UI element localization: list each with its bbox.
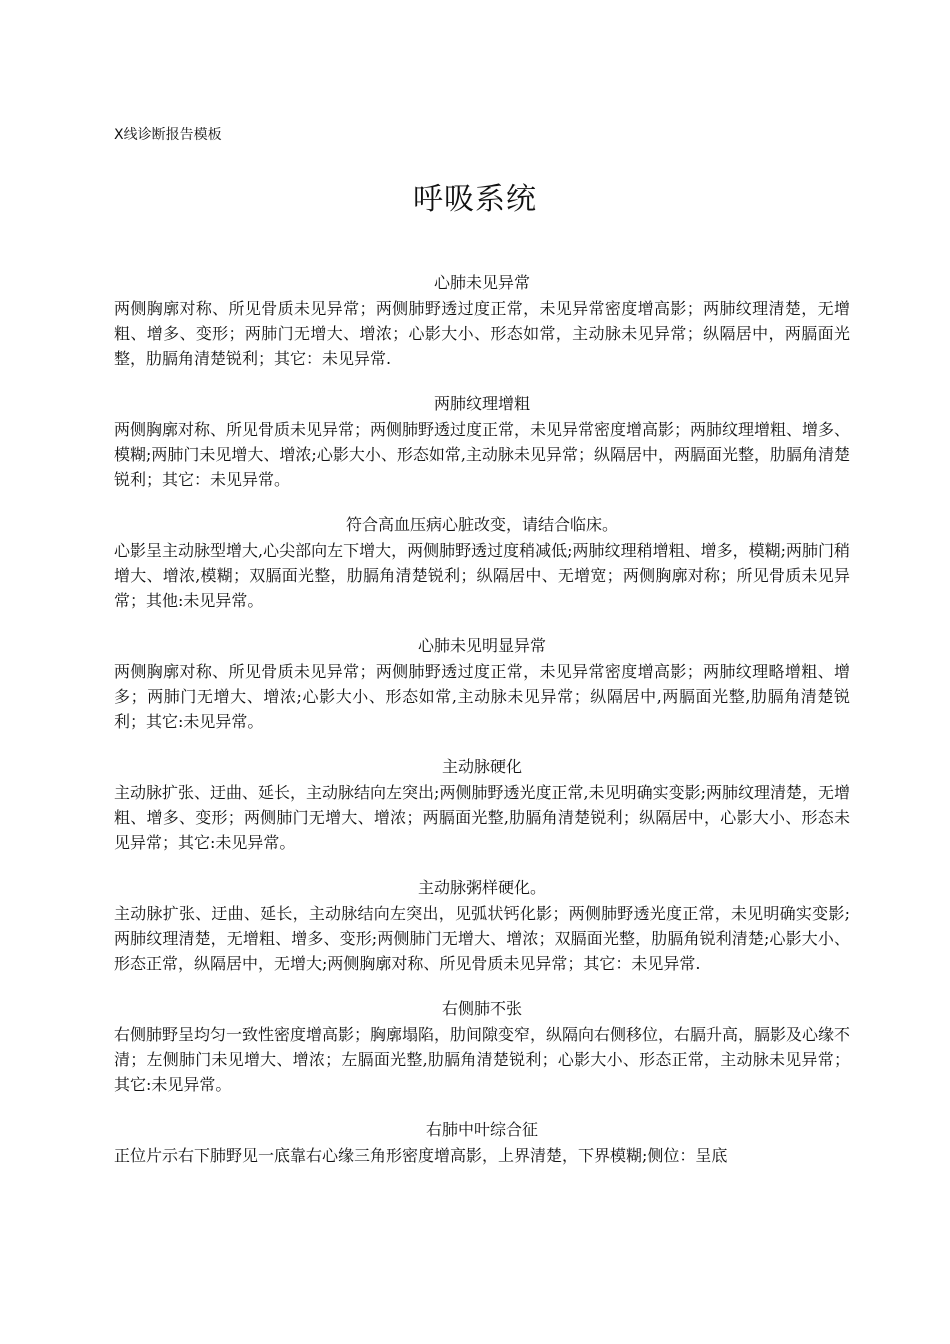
section-heading: 右肺中叶综合征 xyxy=(425,1120,538,1139)
template-section xyxy=(114,1117,850,1168)
template-section xyxy=(114,875,850,976)
section-heading: 两肺纹理增粗 xyxy=(433,394,530,413)
section-heading: 右侧肺不张 xyxy=(441,999,522,1018)
template-section xyxy=(114,754,850,855)
section-heading: 心肺未见异常 xyxy=(433,273,530,292)
template-section xyxy=(114,270,850,371)
document-header-label: X线诊断报告模板 xyxy=(114,127,222,143)
section-body: 两侧胸廓对称、所见骨质未见异常；两侧肺野透过度正常，未见异常密度增高影；两肺纹理略增粗、增多；两肺门无增大、增浓;心影大小、形态如常,主动脉未见异常；纵隔居中,两膈面光整,肋膈角清楚锐利；其它:未见异常。 xyxy=(114,662,850,731)
document-title: 呼吸系统 xyxy=(413,182,537,217)
section-body: 主动脉扩张、迂曲、延长，主动脉结向左突出;两侧肺野透光度正常,未见明确实变影;两肺纹理清楚，无增粗、增多、变形；两侧肺门无增大、增浓；两膈面光整,肋膈角清楚锐利；纵隔居中，心影大小、形态未见异常；其它:未见异常。 xyxy=(114,783,850,852)
section-body: 两侧胸廓对称、所见骨质未见异常；两侧肺野透过度正常，未见异常密度增高影；两肺纹理增粗、增多、模糊;两肺门未见增大、增浓;心影大小、形态如常,主动脉未见异常；纵隔居中，两膈面光整，肋膈角清楚锐利；其它：未见异常。 xyxy=(114,420,851,489)
report-template-list xyxy=(114,270,850,1188)
template-section xyxy=(114,633,850,734)
template-section xyxy=(114,996,850,1097)
section-heading: 主动脉硬化 xyxy=(441,757,522,776)
template-section xyxy=(114,391,850,492)
section-heading: 符合高血压病心脏改变，请结合临床。 xyxy=(345,515,618,534)
section-body: 心影呈主动脉型增大,心尖部向左下增大，两侧肺野透过度稍减低;两肺纹理稍增粗、增多，模糊;两肺门稍增大、增浓,模糊；双膈面光整，肋膈角清楚锐利；纵隔居中、无增宽；两侧胸廓对称；所见骨质未见异常；其他:未见异常。 xyxy=(114,541,850,610)
section-body: 右侧肺野呈均匀一致性密度增高影；胸廓塌陷，肋间隙变窄，纵隔向右侧移位，右膈升高，膈影及心缘不清；左侧肺门未见增大、增浓；左膈面光整,肋膈角清楚锐利；心影大小、形态正常，主动脉未见异常；其它:未见异常。 xyxy=(114,1025,851,1094)
section-heading: 心肺未见明显异常 xyxy=(417,636,546,655)
section-body: 两侧胸廓对称、所见骨质未见异常；两侧肺野透过度正常，未见异常密度增高影；两肺纹理清楚，无增粗、增多、变形；两肺门无增大、增浓；心影大小、形态如常，主动脉未见异常；纵隔居中，两膈面光整，肋膈角清楚锐利；其它：未见异常. xyxy=(114,299,850,368)
section-body: 主动脉扩张、迂曲、延长，主动脉结向左突出，见弧状钙化影；两侧肺野透光度正常，未见明确实变影;两肺纹理清楚，无增粗、增多、变形;两侧肺门无增大、增浓；双膈面光整，肋膈角锐利清楚;心影大小、形态正常，纵隔居中，无增大;两侧胸廓对称、所见骨质未见异常；其它：未见异常. xyxy=(114,904,850,973)
template-section xyxy=(114,512,850,613)
section-body: 正位片示右下肺野见一底靠右心缘三角形密度增高影，上界清楚，下界模糊;侧位：呈底 xyxy=(114,1146,728,1165)
section-heading: 主动脉粥样硬化。 xyxy=(417,878,546,897)
